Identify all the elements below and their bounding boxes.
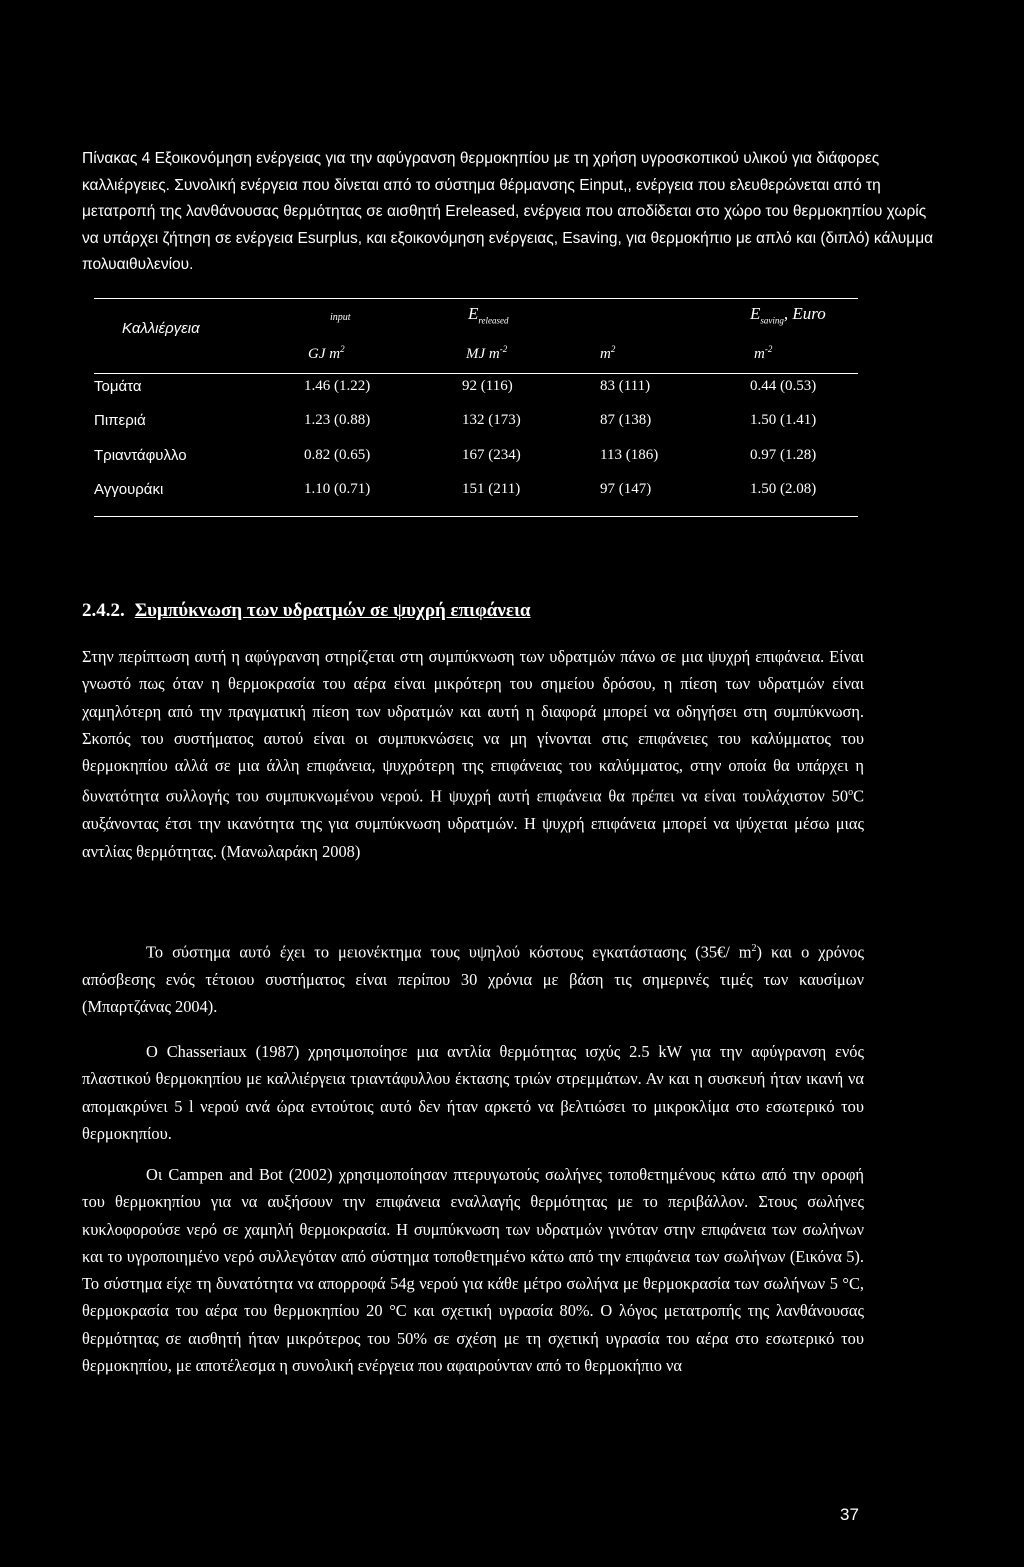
header-surplus-unit-text: m [600,346,611,362]
page-number: 37 [840,1505,859,1524]
row-3-crop: Τριαντάφυλλο [94,447,187,464]
row-2-crop: Πιπεριά [94,412,146,429]
paragraph-1-part-b: C αυξάνοντας έτσι την ικανότητα της για συμπύκνωση υδρατμών. Η ψυχρή επιφάνεια μπορεί να ψύχεται μέσω μιας αντλίας θερμότητας. (Μανωλαράκη 2008) [82,786,864,861]
energy-savings-table [94,298,858,520]
header-input-unit-text: GJ m [308,346,341,362]
header-saving-currency: Euro [792,304,826,323]
paragraph-2-part-a: Το σύστημα αυτό έχει το μειονέκτημα τους υψηλού κόστους εγκατάστασης (35€/ m [146,942,752,962]
row-1-crop: Τομάτα [94,378,142,395]
caption-text: Εξοικονόμηση ενέργειας για την αφύγρανση θερμοκηπίου με τη χρήση υγροσκοπικού υλικού για διάφορες καλλιέργειες. Συνολική ενέργεια που δίνεται από το σύστημα θέρμανσης Einput,, ενέργεια που ελευθερώνεται από τη μετατροπή της λανθάνουσας θερμότητας σε αισθητή Ereleased, ενέργεια που αποδίδεται στο χώρο του θερμοκηπίου χωρίς να υπάρχει ζήτηση σε ενέργεια Esurplus, και εξοικονόμηση ενέργειας, Esaving, για θερμοκήπιο με απλό και (διπλό) κάλυμμα πολυαιθυλενίου. [82,150,934,273]
row-1-saving: 0.44 (0.53) [750,378,817,394]
table-header-rule [94,373,858,374]
row-4-released: 151 (211) [462,481,521,497]
square-exponent: 2 [751,943,757,954]
header-surplus-unit [600,344,615,363]
paragraph-1 [82,643,864,865]
paragraph-3: Ο Chasseriaux (1987) χρησιμοποίησε μια αντλία θερμότητας ισχύς 2.5 kW για την αφύγρανση ενός πλαστικού θερμοκηπίου με καλλιέργεια τριαντάφυλλου έκτασης τριών στρεμμάτων. Αν και η συσκευή ήταν ικανή να απομακρύνει 5 l νερού ανά ώρα εντούτοις αυτό δεν ήταν αρκετό να βελτιώσει το μικροκλίμα στο εσωτερικό του θερμοκηπίου. [82,1042,864,1143]
header-saving-sub: saving [760,315,784,326]
header-crop: Καλλιέργεια [122,320,200,337]
paragraph-2 [82,935,864,1020]
row-4-surplus: 97 (147) [600,481,652,497]
row-3-released: 167 (234) [462,447,521,463]
header-input-unit [308,344,345,363]
row-3-saving: 0.97 (1.28) [750,447,817,463]
header-saving-unit-text: m [754,346,765,362]
header-surplus-exp: 2 [610,344,616,354]
row-3-surplus: 113 (186) [600,447,659,463]
header-released-unit [466,344,507,363]
row-4-crop: Αγγουράκι [94,481,164,498]
row-2-released: 132 (173) [462,412,521,428]
header-released-exp: -2 [499,344,508,354]
row-2-surplus: 87 (138) [600,412,652,428]
header-released-e: E [468,304,479,323]
row-1-input: 1.46 (1.22) [304,378,371,394]
row-4-saving: 1.50 (2.08) [750,481,817,497]
paragraph-2-part-b: ) και ο χρόνος απόσβεσης ενός τέτοιου συστήματος είναι περίπου 30 χρόνια με βάση τις σημερινές τιμές των καυσίμων (Μπαρτζάνας 2004). [82,942,864,1017]
section-heading [82,600,531,622]
header-released [468,304,509,325]
paragraph-1-part-a: Στην περίπτωση αυτή η αφύγρανση στηρίζεται στη συμπύκνωση των υδρατμών πάνω σε μια ψυχρή επιφάνεια. Είναι γνωστό πως όταν η θερμοκρασία του αέρα είναι μικρότερη του σημείου δρόσου, η πίεση των υδρατμών είναι χαμηλότερη από την πραγματική πίεση των υδρατμών και αυτή η διαφορά μπορεί να οδηγήσει στη συμπύκνωση. Σκοπός του συστήματος αυτού είναι οι συμπυκνώσεις να μη γίνονται στις επιφάνειες του καλύμματος του θερμοκηπίου αλλά σε μια άλλη επιφάνεια, ψυχρότερη της επιφάνειας του καλύμματος, στην οποία θα υπάρχει η δυνατότητα συλλογής του συμπυκνωμένου νερού. Η ψυχρή αυτή επιφάνεια θα πρέπει να είναι τουλάχιστον 50 [82,647,864,806]
caption-label: Πίνακας 4 [82,150,151,167]
header-input-sub: input [330,312,351,323]
header-input-exp: 2 [340,344,345,354]
header-saving-unit [754,344,772,363]
section-number: 2.4.2. [82,600,125,621]
header-saving: $E_{saving}$, Euro [750,304,826,326]
row-2-input: 1.23 (0.88) [304,412,371,428]
row-1-surplus: 83 (111) [600,378,651,394]
header-saving-e: E [750,304,761,323]
section-title: Συμπύκνωση των υδρατμών σε ψυχρή επιφάνεια [134,600,531,621]
paragraph-4: Οι Campen and Bot (2002) χρησιμοποίησαν πτερυγωτούς σωλήνες τοποθετημένους κάτω από την οροφή του θερμοκηπίου για να αυξήσουν την επιφάνεια εναλλαγής θερμότητας με το περιβάλλον. Στους σωλήνες κυκλοφορούσε νερό σε χαμηλή θερμοκρασία. Η συμπύκνωση των υδρατμών γινόταν στην επιφάνεια των σωλήνων και το υγροποιημένο νερό συλλεγόταν από σύστημα τοποθετημένο κάτω από την επιφάνεια των σωλήνων (Εικόνα 5). Το σύστημα είχε τη δυνατότητα να απορροφά 54g νερού για κάθε μέτρο σωλήνα με θερμοκρασία των σωλήνων 5 °C, θερμοκρασία του αέρα του θερμοκηπίου 20 °C και σχετική υγρασία 80%. Ο λόγος μετατροπής της λανθάνουσας θερμότητας σε αισθητή ήταν μικρότερος του 50% σε σχέση με τη σχετική υγρασία του αέρα στο εσωτερικό του θερμοκηπίου, με αποτέλεσμα η συνολική ενέργεια που αφαιρούνταν από το θερμοκήπιο να [82,1165,864,1376]
table-caption [82,146,938,279]
table-top-rule [94,298,858,299]
row-2-saving: 1.50 (1.41) [750,412,817,428]
row-4-input: 1.10 (0.71) [304,481,371,497]
row-1-released: 92 (116) [462,378,513,394]
degree-symbol: o [848,787,854,799]
table-bottom-rule [94,516,858,517]
header-saving-exp: -2 [764,344,773,354]
header-released-sub: released [478,315,509,326]
row-3-input: 0.82 (0.65) [304,447,371,463]
header-released-unit-text: MJ m [466,346,500,362]
